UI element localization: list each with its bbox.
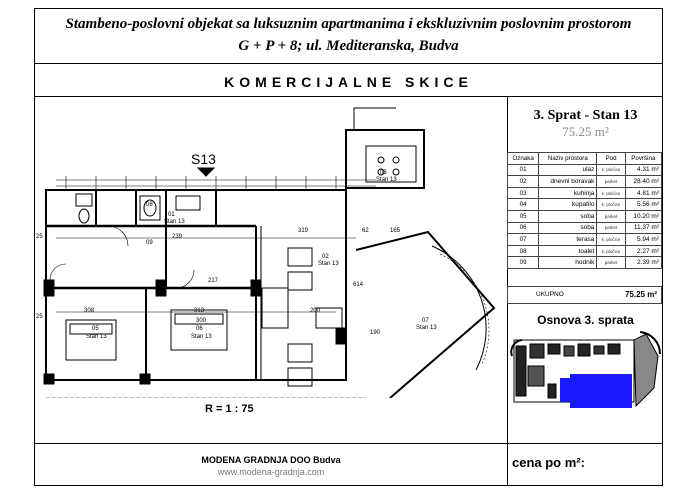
table-row xyxy=(508,234,662,246)
total-label: UKUPNO xyxy=(536,291,564,298)
dimension-239: 239 xyxy=(172,234,183,240)
floor-plan-drawing xyxy=(36,98,506,398)
room-area: 11.37 m² xyxy=(625,222,661,234)
dimension-217: 217 xyxy=(208,278,219,284)
room-label-08: 08 xyxy=(146,202,153,208)
room-floor: k. pločice xyxy=(597,234,625,246)
project-address: G + P + 8; ul. Mediteranska, Budva xyxy=(238,38,459,54)
room-code: 02 xyxy=(508,176,539,188)
room-code: 09 xyxy=(508,257,539,269)
table-row xyxy=(508,199,662,211)
table-row xyxy=(508,164,662,176)
col-code-header: Oznaka xyxy=(508,153,539,165)
room-floor: k. pločice xyxy=(597,199,625,211)
room-code: 01 xyxy=(508,164,539,176)
dimension-62: 62 xyxy=(362,228,369,234)
price-per-m2-label: cena po m²: xyxy=(512,455,585,470)
table-row xyxy=(508,245,662,257)
room-label-02-stan: Stan 13 xyxy=(318,261,339,267)
room-label-02: 02 xyxy=(322,254,329,260)
room-label-03: 03 xyxy=(380,170,387,176)
room-label-05-stan: Stan 13 xyxy=(86,334,107,340)
table-header-row xyxy=(508,153,662,165)
col-area-header: Površina xyxy=(625,153,661,165)
room-label-06-stan: Stan 13 xyxy=(191,334,212,340)
total-value: 75.25 m² xyxy=(624,290,657,299)
company-website: www.modena-gradnja.com xyxy=(217,467,325,477)
room-floor: parket xyxy=(597,210,625,222)
unit-title: 3. Sprat - Stan 13 xyxy=(533,108,638,123)
section-title: KOMERCIJALNE SKICE xyxy=(224,74,473,90)
room-name: kupatilo xyxy=(539,199,597,211)
room-label-09: 09 xyxy=(146,240,153,246)
dimension-165: 165 xyxy=(390,228,401,234)
dimension-319: 319 xyxy=(298,228,309,234)
highlighted-unit xyxy=(570,374,632,408)
room-area: 4.81 m² xyxy=(625,187,661,199)
project-title: Stambeno-poslovni objekat sa luksuznim apartmanima i ekskluzivnim poslovnim prostorom xyxy=(65,16,632,32)
table-row xyxy=(508,210,662,222)
room-label-01-stan: Stan 13 xyxy=(164,219,185,225)
room-area: 2.39 m² xyxy=(625,257,661,269)
room-area: 5.94 m² xyxy=(625,234,661,246)
room-floor: k. pločice xyxy=(597,187,625,199)
table-total-row xyxy=(507,286,662,304)
dimension-200: 200 xyxy=(310,308,321,314)
room-name: soba xyxy=(539,222,597,234)
dimension-313: 313 xyxy=(194,308,205,314)
table-row xyxy=(508,187,662,199)
dimension-25-a: 25 xyxy=(36,234,43,240)
unit-label: S13 xyxy=(191,151,216,167)
room-name: toalet xyxy=(539,245,597,257)
room-area: 10.20 m² xyxy=(625,210,661,222)
room-label-03-stan: Stan 13 xyxy=(376,177,397,183)
room-name: hodnik xyxy=(539,257,597,269)
room-label-05: 05 xyxy=(92,326,99,332)
footer-divider xyxy=(34,443,663,444)
room-area: 4.31 m² xyxy=(625,164,661,176)
room-code: 07 xyxy=(508,234,539,246)
room-code: 06 xyxy=(508,222,539,234)
highlighted-unit-part xyxy=(560,378,570,402)
room-code: 04 xyxy=(508,199,539,211)
table-row xyxy=(508,222,662,234)
dimension-308: 308 xyxy=(84,308,95,314)
room-name: terasa xyxy=(539,234,597,246)
rooms-table xyxy=(507,152,662,269)
room-label-06: 06 xyxy=(196,326,203,332)
dimension-190: 190 xyxy=(370,330,381,336)
col-name-header: Naziv prostora xyxy=(539,153,597,165)
table-row xyxy=(508,257,662,269)
room-label-07: 07 xyxy=(422,318,429,324)
room-name: kuhinja xyxy=(539,187,597,199)
room-name: dnevni boravak xyxy=(539,176,597,188)
company-name: MODENA GRADNJA DOO Budva xyxy=(201,455,341,465)
room-label-07-stan: Stan 13 xyxy=(416,325,437,331)
room-code: 08 xyxy=(508,245,539,257)
room-floor: k. pločice xyxy=(597,245,625,257)
room-label-01: 01 xyxy=(168,212,175,218)
dimension-25-b: 25 xyxy=(36,314,43,320)
room-code: 03 xyxy=(508,187,539,199)
room-floor: parket xyxy=(597,222,625,234)
floor-overview-map xyxy=(508,326,663,416)
room-floor: k. pločice xyxy=(597,164,625,176)
room-floor: parket xyxy=(597,257,625,269)
title-divider xyxy=(34,96,663,97)
dimension-614: 614 xyxy=(353,282,364,288)
room-name: soba xyxy=(539,210,597,222)
room-code: 05 xyxy=(508,210,539,222)
dimension-300: 300 xyxy=(196,318,207,324)
room-area: 28.40 m² xyxy=(625,176,661,188)
room-floor: parket xyxy=(597,176,625,188)
header-divider xyxy=(34,63,663,64)
room-area: 2.27 m² xyxy=(625,245,661,257)
drawing-scale: R = 1 : 75 xyxy=(205,403,254,415)
floor-plan-overview-title: Osnova 3. sprata xyxy=(537,313,634,327)
room-area: 5.56 m² xyxy=(625,199,661,211)
col-floor-header: Pod xyxy=(597,153,625,165)
table-row xyxy=(508,176,662,188)
unit-total-area: 75.25 m² xyxy=(562,124,609,139)
room-name: ulaz xyxy=(539,164,597,176)
